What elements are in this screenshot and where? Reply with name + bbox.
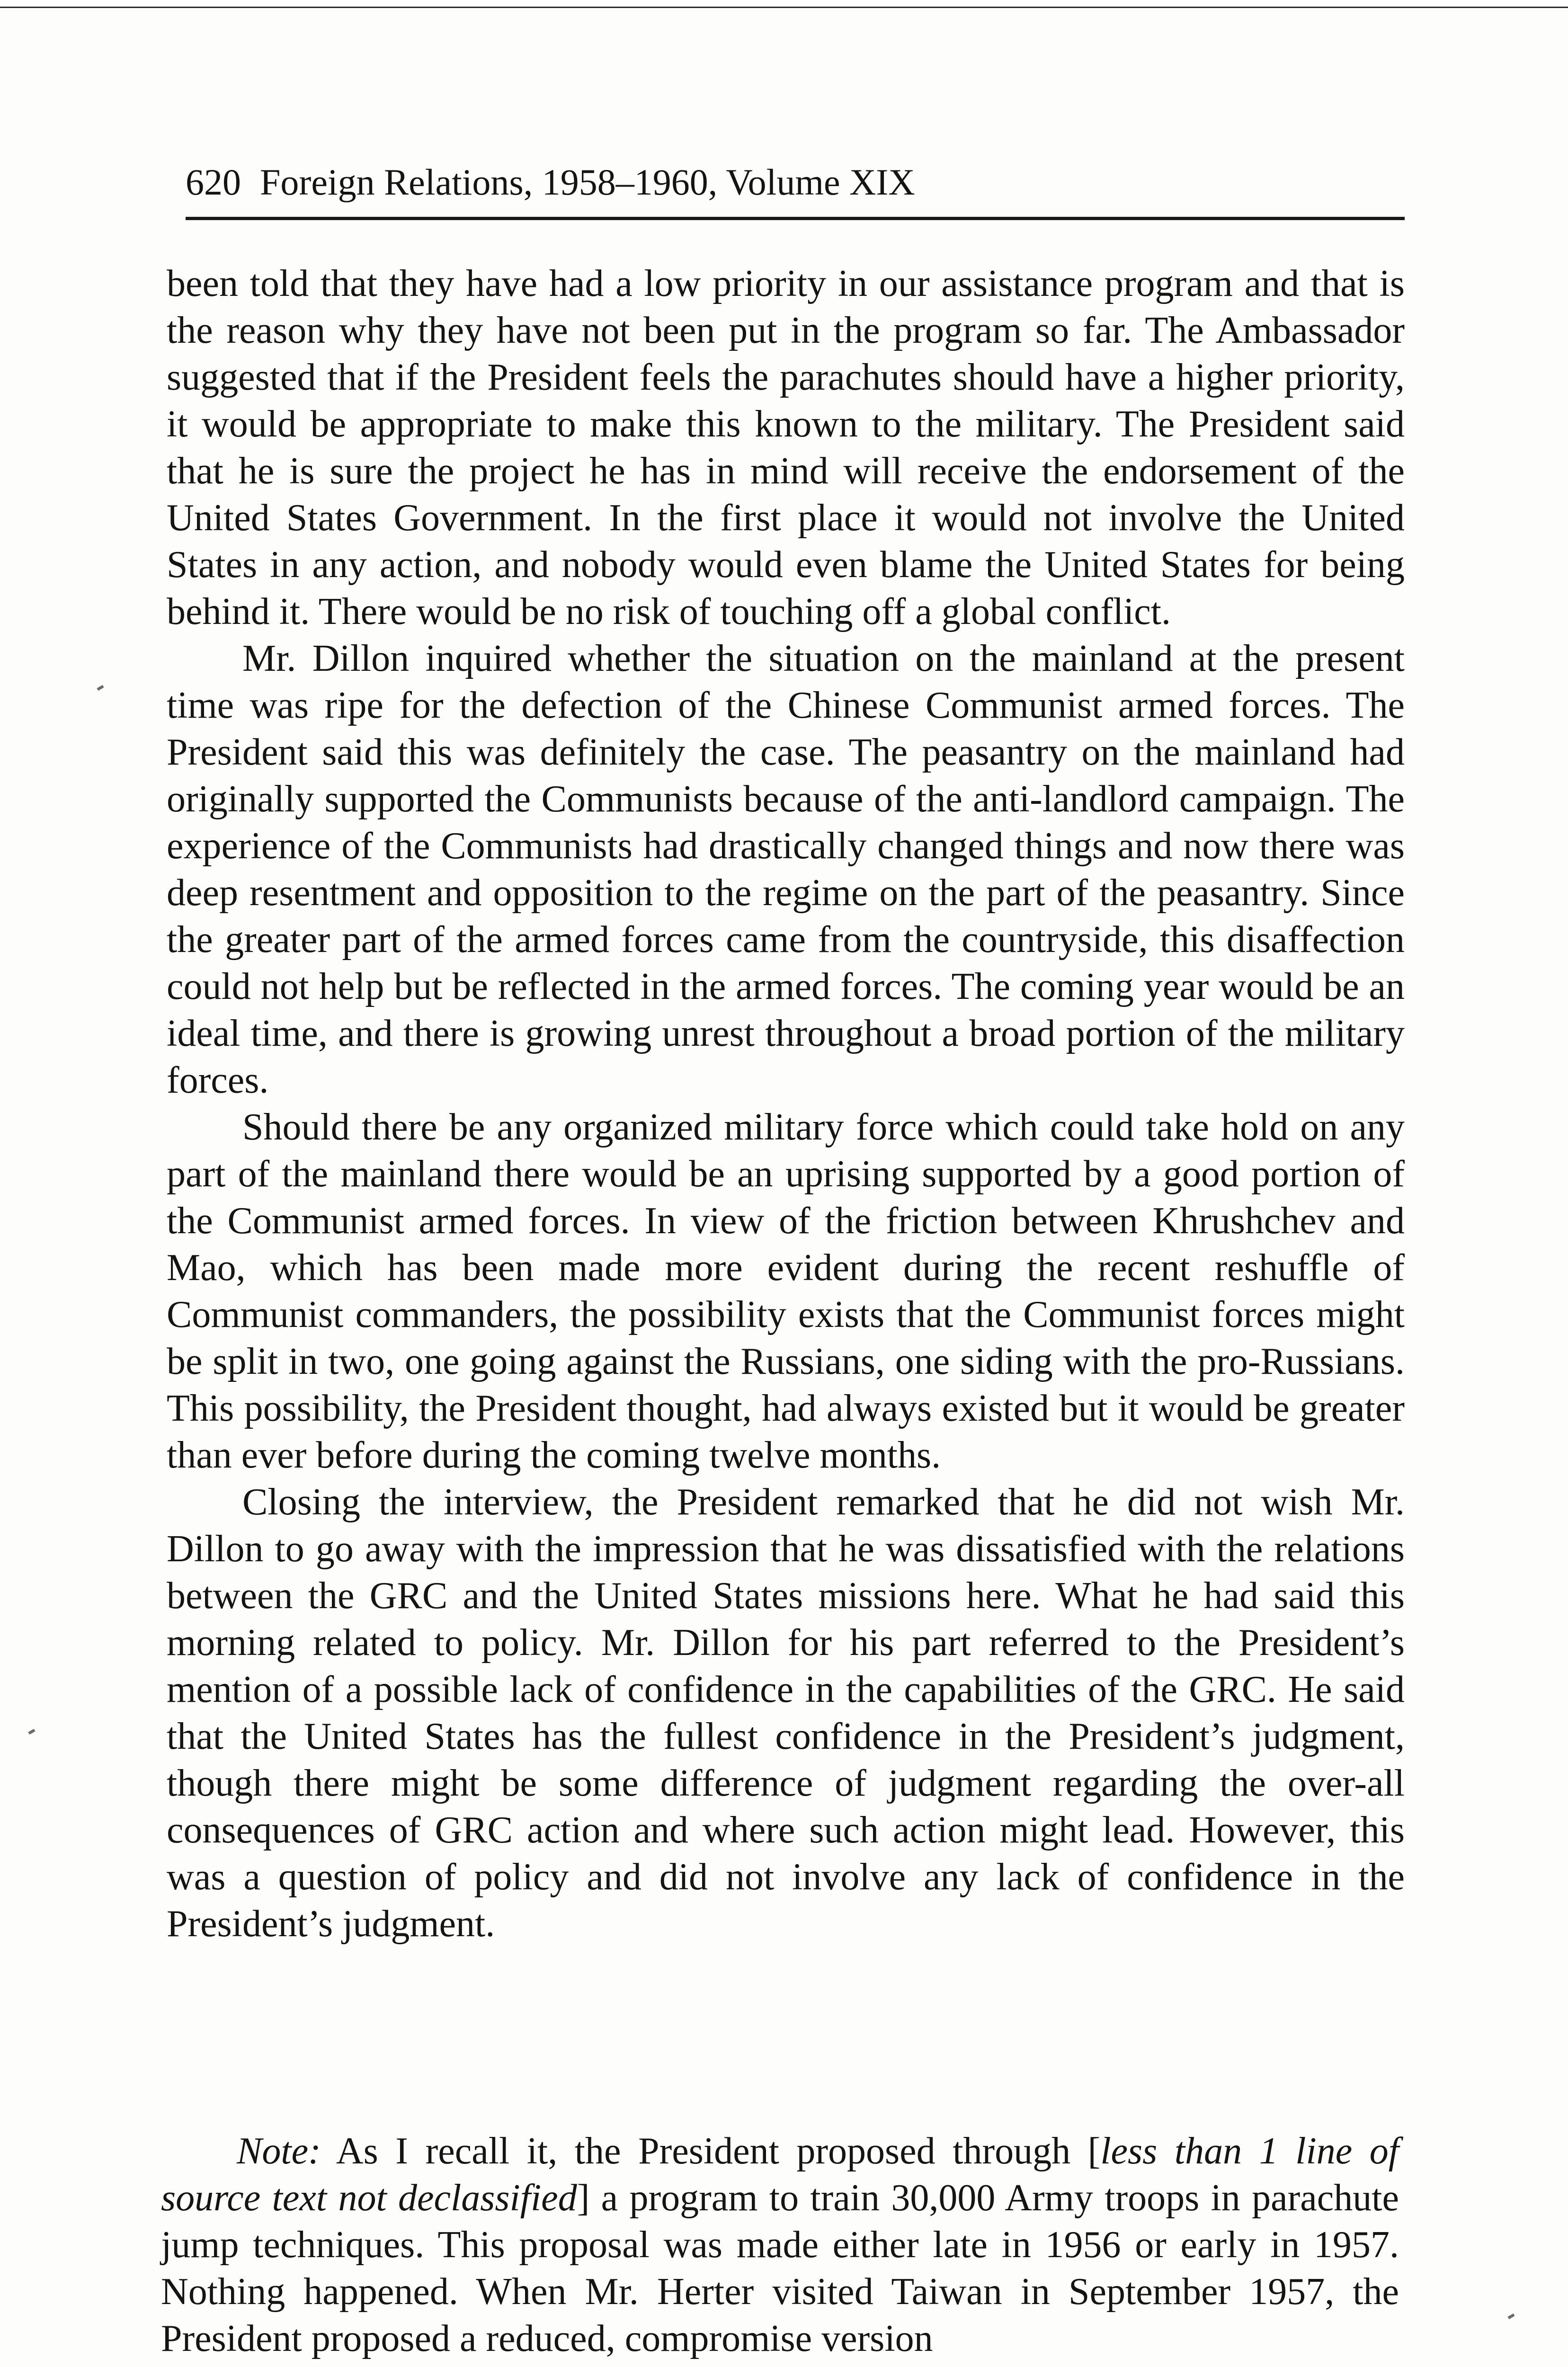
scan-mark [1507, 2314, 1515, 2319]
header-rule [186, 217, 1405, 220]
paragraph-1: been told that they have had a low priority in our assistance program and that is the reason why they have not been put in the program so far. The Ambassador suggested that if the President feels the parachutes should have a higher priority, it would be appropriate to make this known to the military. The President said that he is sure the project he has in mind will receive the endorsement of the United States Government. In the first place it would not involve the United States in any action, and nobody would even blame the United States for being behind it. There would be no risk of touching off a global conflict. [167, 263, 1405, 632]
note-text-before: As I recall it, the President proposed through [321, 2130, 1088, 2172]
note-label: Note: [237, 2130, 321, 2172]
note-bracket-close: ] [577, 2177, 590, 2219]
scan-mark [28, 1729, 35, 1735]
scan-mark [97, 685, 104, 691]
editorial-note [161, 2128, 1399, 2362]
body-text [167, 260, 1405, 1948]
note-text-after: a program to train 30,000 Army troops in parachute jump techniques. This proposal was made either late in 1956 or early in 1957. Nothing happened. When Mr. Herter visited Taiwan in September 1957, the President proposed a reduced, compromise version [161, 2177, 1399, 2359]
publication-title: Foreign Relations, 1958–1960, Volume XIX [260, 161, 915, 203]
paragraph-3: Should there be any organized military force which could take hold on any part of the mainland there would be an uprising supported by a good portion of the Communist armed forces. In view of the friction between Khrushchev and Mao, which has been made more evident during the recent reshuffle of Communist commanders, the possibility exists that the Communist forces might be split in two, one going against the Russians, one siding with the pro-Russians. This possibility, the President thought, had always existed but it would be greater than ever before during the coming twelve months. [167, 1106, 1405, 1476]
page-number: 620 [186, 161, 241, 203]
note-bracket-open: [ [1087, 2130, 1101, 2172]
paragraph-4: Closing the interview, the President remarked that he did not wish Mr. Dillon to go away with the impression that he was dissatisfied with the relations between the GRC and the United States missions here. What he had said this morning related to policy. Mr. Dillon for his part referred to the President’s mention of a possible lack of confidence in the capabilities of the GRC. He said that the United States has the fullest confidence in the President’s judgment, though there might be some difference of judgment regarding the over-all consequences of GRC action and where such action might lead. However, this was a question of policy and did not involve any lack of confidence in the President’s judgment. [167, 1481, 1405, 1945]
note-declassification-notice: less than 1 line of source text not declassified [161, 2130, 1399, 2219]
paragraph-2: Mr. Dillon inquired whether the situation on the mainland at the present time was ripe for the defection of the Chinese Communist armed forces. The President said this was definitely the case. The peasantry on the mainland had originally supported the Communists because of the anti-landlord campaign. The experience of the Communists had drastically changed things and now there was deep resentment and opposition to the regime on the part of the peasantry. Since the greater part of the armed forces came from the countryside, this disaffection could not help but be reflected in the armed forces. The coming year would be an ideal time, and there is growing unrest throughout a broad portion of the military forces. [167, 638, 1405, 1101]
scan-top-edge [0, 0, 1568, 8]
running-header [186, 156, 1405, 208]
